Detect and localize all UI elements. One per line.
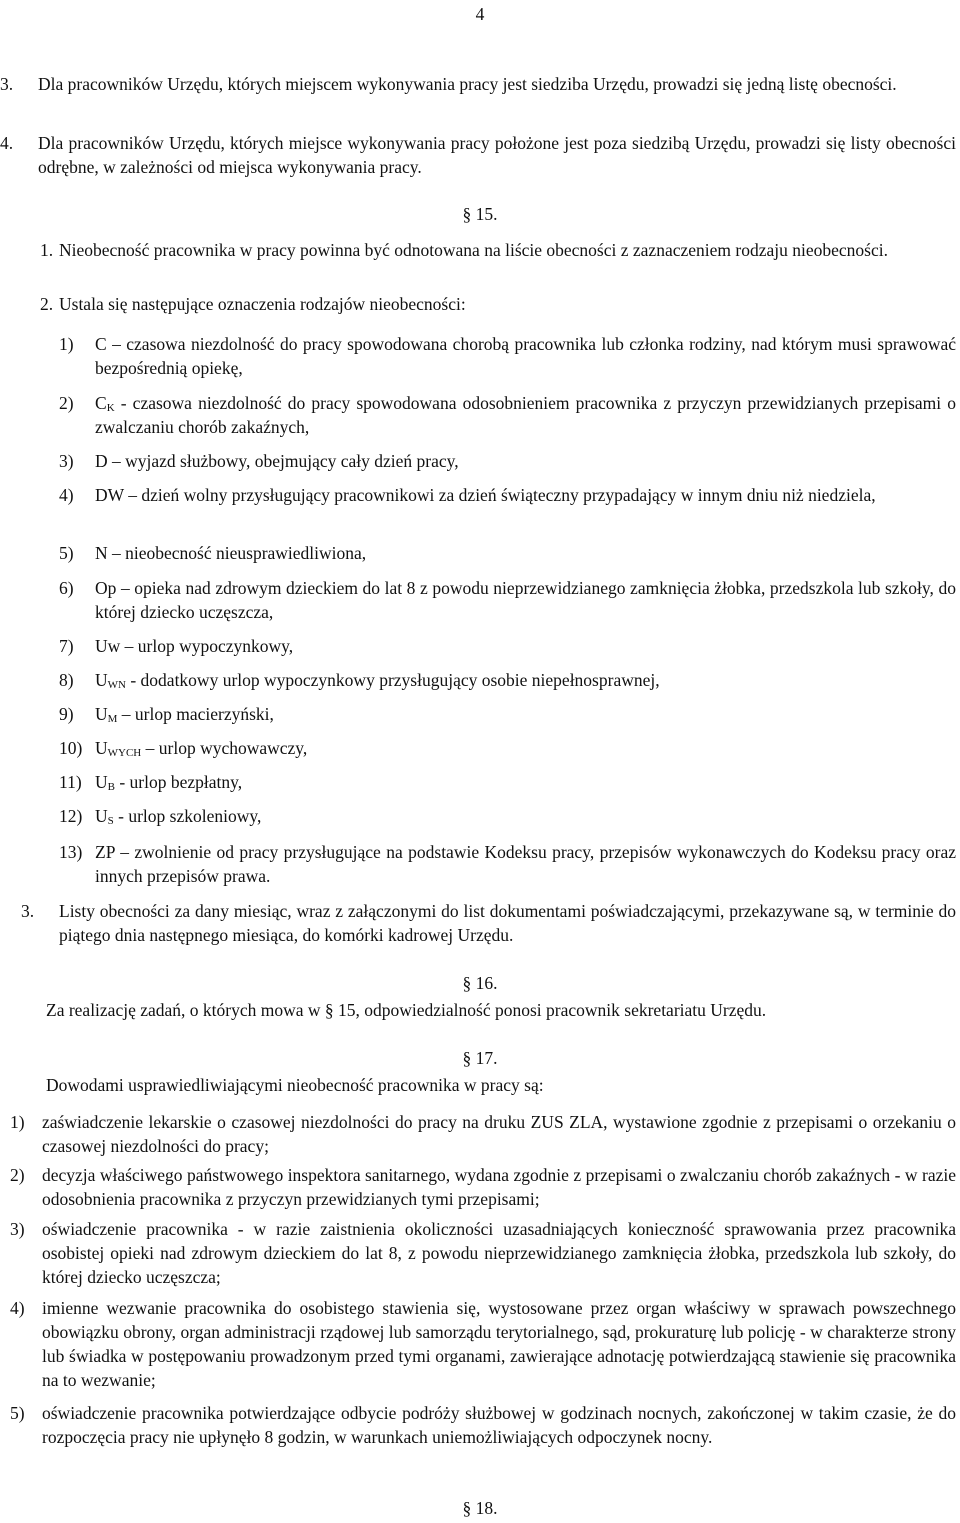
list-item: imienne wezwanie pracownika do osobistego stawienia się, wystosowane przez organ właściwy w sprawach powszechnego obowiązku obrony, organ administracji rządowej lub samorządu terytorialnego, sąd, prokuraturę lub policję - w charakterze strony lub świadka w postępowaniu prowadzonym przed tymi organami, zawierające adnotację potwierdzającą stawienie się pracownika na to wezwanie; — [42, 1298, 956, 1390]
code-symbol: DW — [95, 485, 124, 505]
code-symbol: Uw — [95, 636, 121, 656]
code-item — [95, 804, 956, 828]
code-subscript: K — [106, 402, 115, 414]
code-subscript: WYCH — [107, 747, 142, 759]
section-heading: § 16. — [462, 973, 498, 993]
paragraph: Listy obecności za dany miesiąc, wraz z załączonymi do list dokumentami poświadczającymi, przekazywane są, w terminie do piątego dnia następnego miesiąca, do komórki kadrowej Urzędu. — [59, 901, 956, 945]
paragraph-number: 1. — [40, 240, 54, 260]
code-description: – urlop macierzyński, — [121, 704, 274, 724]
code-item — [95, 483, 956, 507]
code-description: – urlop wychowawczy, — [145, 738, 308, 758]
code-description: - czasowa niezdolność do pracy spowodowana odosobnieniem pracownika z przyczyn przewidzianych przepisami o zwalczaniu chorób zakaźnych, — [95, 393, 956, 437]
list-number: 4) — [10, 1298, 25, 1318]
code-symbol: U — [95, 738, 108, 758]
list-number: 5) — [10, 1403, 25, 1423]
code-symbol: D — [95, 451, 108, 471]
code-number: 13) — [59, 842, 83, 862]
page-number: 4 — [475, 4, 485, 24]
code-subscript: WN — [107, 679, 126, 691]
list-number: 2) — [10, 1165, 25, 1185]
section-heading: § 15. — [462, 204, 498, 224]
list-number: 1) — [10, 1112, 25, 1132]
code-symbol: U — [95, 670, 108, 690]
paragraph: Za realizację zadań, o których mowa w § 15, odpowiedzialność ponosi pracownik sekretariatu Urzędu. — [46, 1000, 767, 1020]
list-item: Dla pracowników Urzędu, których miejsce wykonywania pracy położone jest poza siedzibą Urzędu, prowadzi się listy obecności odrębne, w zależności od miejsca wykonywania pracy. — [38, 133, 956, 177]
paragraph-number: 3. — [21, 901, 35, 921]
code-symbol: C — [95, 393, 107, 413]
code-number: 10) — [59, 738, 83, 758]
list-item: decyzja właściwego państwowego inspektora sanitarnego, wydana zgodnie z przepisami o zwalczaniu chorób zakaźnych - w razie odosobnienia pracownika z przyczyn przewidzianych tymi przepisami; — [42, 1165, 956, 1209]
paragraph: Ustala się następujące oznaczenia rodzajów nieobecności: — [59, 294, 466, 314]
code-number: 6) — [59, 578, 74, 598]
code-item — [95, 391, 956, 439]
code-description: - urlop bezpłatny, — [119, 772, 243, 792]
code-item — [95, 332, 956, 380]
code-number: 4) — [59, 485, 74, 505]
list-number: 4. — [0, 133, 14, 153]
code-symbol: U — [95, 704, 108, 724]
code-description: - urlop szkoleniowy, — [118, 806, 262, 826]
code-number: 9) — [59, 704, 74, 724]
code-subscript: M — [107, 713, 118, 725]
code-number: 11) — [59, 772, 82, 792]
code-symbol: U — [95, 772, 108, 792]
code-item — [95, 634, 956, 658]
code-description: – nieobecność nieusprawiedliwiona, — [112, 543, 367, 563]
paragraph: Nieobecność pracownika w pracy powinna być odnotowana na liście obecności z zaznaczeniem rodzaju nieobecności. — [59, 240, 888, 260]
paragraph-number: 2. — [40, 294, 54, 314]
list-item: oświadczenie pracownika - w razie zaistnienia okoliczności uzasadniających konieczność sprawowania przez pracownika osobistej opieki nad zdrowym dzieckiem do lat 8, z powodu nieprzewidzianego zamknięcia żłobka, przedszkola lub szkoły, do której dziecko uczęszcza; — [42, 1219, 956, 1287]
code-symbol: Op — [95, 578, 117, 598]
code-description: – urlop wypoczynkowy, — [124, 636, 294, 656]
code-item — [95, 576, 956, 624]
code-description: – czasowa niezdolność do pracy spowodowana chorobą pracownika lub członka rodziny, nad którym musi sprawować bezpośrednią opiekę, — [95, 334, 957, 378]
section-heading: § 17. — [462, 1048, 498, 1068]
code-number: 1) — [59, 334, 74, 354]
code-symbol: N — [95, 543, 108, 563]
section-heading: § 18. — [462, 1498, 498, 1518]
code-subscript: S — [107, 815, 114, 827]
code-item — [95, 702, 956, 726]
code-subscript: B — [107, 781, 115, 793]
code-number: 8) — [59, 670, 74, 690]
code-number: 2) — [59, 393, 74, 413]
list-number: 3. — [0, 74, 14, 94]
code-description: – wyjazd służbowy, obejmujący cały dzień pracy, — [112, 451, 459, 471]
code-description: – dzień wolny przysługujący pracownikowi za dzień świąteczny przypadający w innym dniu niż niedziela, — [128, 485, 876, 505]
list-item: Dla pracowników Urzędu, których miejscem wykonywania pracy jest siedziba Urzędu, prowadzi się jedną listę obecności. — [38, 74, 897, 94]
code-item — [95, 736, 956, 760]
list-item: oświadczenie pracownika potwierdzające odbycie podróży służbowej w godzinach nocnych, zakończonej w takim czasie, że do rozpoczęcia pracy nie upłynęło 8 godzin, w warunkach uniemożliwiających odpoczynek nocny. — [42, 1403, 956, 1447]
code-number: 3) — [59, 451, 74, 471]
code-item — [95, 449, 956, 473]
code-symbol: ZP — [95, 842, 115, 862]
code-description: - dodatkowy urlop wypoczynkowy przysługujący osobie niepełnosprawnej, — [130, 670, 660, 690]
code-symbol: U — [95, 806, 108, 826]
code-item — [95, 840, 956, 888]
code-number: 7) — [59, 636, 74, 656]
code-number: 5) — [59, 543, 74, 563]
code-description: – zwolnienie od pracy przysługujące na podstawie Kodeksu pracy, przepisów wykonawczych do Kodeksu pracy oraz innych przepisów prawa. — [95, 842, 957, 886]
code-symbol: C — [95, 334, 107, 354]
code-item — [95, 668, 956, 692]
list-number: 3) — [10, 1219, 25, 1239]
code-description: – opieka nad zdrowym dzieckiem do lat 8 z powodu nieprzewidzianego zamknięcia żłobka, przedszkola lub szkoły, do której dziecko uczęszcza, — [95, 578, 956, 622]
code-item — [95, 770, 956, 794]
code-number: 12) — [59, 806, 83, 826]
paragraph: Dowodami usprawiedliwiającymi nieobecność pracownika w pracy są: — [46, 1075, 544, 1095]
list-item: zaświadczenie lekarskie o czasowej niezdolności do pracy na druku ZUS ZLA, wystawione zgodnie z przepisami o orzekaniu o czasowej niezdolności do pracy; — [42, 1112, 956, 1156]
code-item — [95, 541, 956, 565]
